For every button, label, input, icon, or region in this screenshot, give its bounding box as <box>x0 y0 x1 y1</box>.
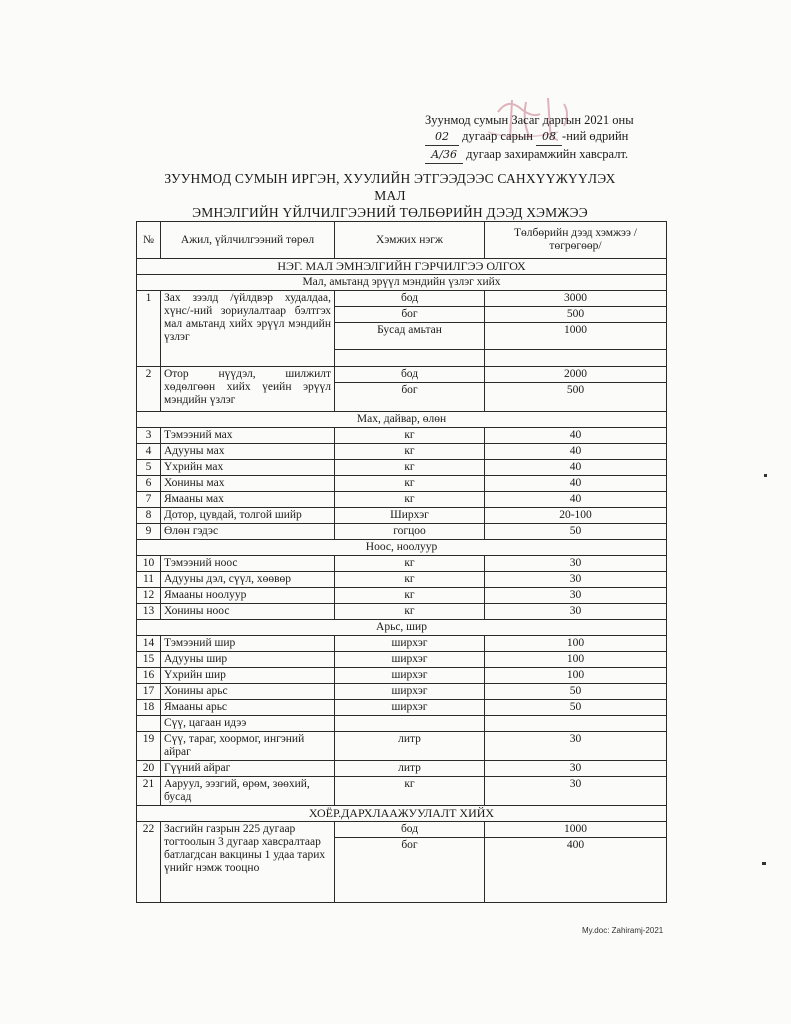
service-name: Сүү, тараг, хоормог, ингэний айраг <box>161 732 335 761</box>
row-number: 6 <box>137 476 161 492</box>
row-number: 4 <box>137 444 161 460</box>
fee-cell: 30 <box>485 556 667 572</box>
unit-cell: кг <box>335 777 485 806</box>
title-line-1: ЗУУНМОД СУМЫН ИРГЭН, ХУУЛИЙН ЭТГЭЭДЭЭС САНХҮҮЖҮҮЛЭХ МАЛ <box>164 171 616 203</box>
header-row <box>137 222 667 259</box>
service-name: Дотор, цувдай, толгой шийр <box>161 508 335 524</box>
service-name: Адууны шир <box>161 652 335 668</box>
fee-cell: 50 <box>485 684 667 700</box>
row-number: 19 <box>137 732 161 761</box>
fee-cell: 500 <box>485 307 667 323</box>
fee-cell: 2000 <box>485 367 667 383</box>
unit-cell-empty <box>335 350 485 367</box>
fee-cell: 100 <box>485 652 667 668</box>
fee-cell: 30 <box>485 761 667 777</box>
service-name: Отор нүүдэл, шилжилт хөдөлгөөн хийх үеийн эрүүл мэндийн үзлэг <box>161 367 335 412</box>
fee-cell: 30 <box>485 604 667 620</box>
approval-note <box>425 112 675 164</box>
service-name: Зах зээлд /үйлдвэр худалдаа, хүнс/-ний зориулалтаар бэлтгэх мал амьтанд хийх эрүүл мэндийн үзлэг <box>161 291 335 367</box>
table-row <box>137 572 667 588</box>
row-number: 5 <box>137 460 161 476</box>
table-row <box>137 604 667 620</box>
unit-cell: кг <box>335 556 485 572</box>
unit-cell: кг <box>335 604 485 620</box>
fee-cell: 400 <box>485 838 667 903</box>
table-row <box>137 636 667 652</box>
unit-cell: Бусад амьтан <box>335 323 485 350</box>
fee-cell: 30 <box>485 572 667 588</box>
table-row <box>137 684 667 700</box>
fee-cell: 30 <box>485 732 667 761</box>
table-row <box>137 428 667 444</box>
service-name: Гүүний айраг <box>161 761 335 777</box>
row-number: 2 <box>137 367 161 412</box>
unit-cell: кг <box>335 492 485 508</box>
unit-cell: бог <box>335 307 485 323</box>
table-row <box>137 367 667 383</box>
header-fee: Төлбөрийн дээд хэмжээ /төгрөгөөр/ <box>485 222 667 259</box>
service-name: Ааруул, ээзгий, өрөм, зөөхий, бусад <box>161 777 335 806</box>
subsection-wool: Ноос, ноолуур <box>137 540 667 556</box>
row-number: 20 <box>137 761 161 777</box>
row-number: 18 <box>137 700 161 716</box>
unit-cell: ширхэг <box>335 636 485 652</box>
unit-cell: кг <box>335 476 485 492</box>
table-row <box>137 777 667 806</box>
fee-cell: 1000 <box>485 822 667 838</box>
service-name: Ямааны мах <box>161 492 335 508</box>
service-name: Тэмээний мах <box>161 428 335 444</box>
service-name: Адууны дэл, сүүл, хөөвөр <box>161 572 335 588</box>
table-row <box>137 460 667 476</box>
unit-cell: ширхэг <box>335 652 485 668</box>
section-heading-1: НЭГ. МАЛ ЭМНЭЛГИЙН ГЭРЧИЛГЭЭ ОЛГОХ <box>137 259 667 275</box>
table-row <box>137 492 667 508</box>
fee-cell: 30 <box>485 777 667 806</box>
fee-cell: 40 <box>485 460 667 476</box>
row-number: 17 <box>137 684 161 700</box>
service-name: Засгийн газрын 225 дугаар тогтоолын 3 дугаар хавсралтаар батлагдсан вакцины 1 удаа тарих үнийг нэмж тооцно <box>161 822 335 903</box>
header-unit: Хэмжих нэгж <box>335 222 485 259</box>
table-row <box>137 556 667 572</box>
header-service: Ажил, үйлчилгээний төрөл <box>161 222 335 259</box>
document-title <box>150 170 630 221</box>
approval-line-2b: -ний өдрийн <box>562 129 629 143</box>
approval-order-number: А/36 <box>425 147 463 164</box>
approval-line-3: дугаар захирамжийн хавсралт. <box>466 147 629 161</box>
service-name: Үхрийн шир <box>161 668 335 684</box>
approval-month: 02 <box>425 129 459 146</box>
row-number: 16 <box>137 668 161 684</box>
approval-day: 08 <box>536 129 562 146</box>
unit-cell: ширхэг <box>335 700 485 716</box>
service-name: Хонины мах <box>161 476 335 492</box>
row-number: 7 <box>137 492 161 508</box>
subsection-spacer <box>485 716 667 732</box>
subsection-spacer <box>137 716 161 732</box>
table-row <box>137 444 667 460</box>
table-row <box>137 588 667 604</box>
fee-cell: 50 <box>485 524 667 540</box>
fee-cell: 3000 <box>485 291 667 307</box>
subsection-health-exam: Мал, амьтанд эрүүл мэндийн үзлэг хийх <box>137 275 667 291</box>
fee-cell: 100 <box>485 668 667 684</box>
fee-cell: 30 <box>485 588 667 604</box>
table-row <box>137 761 667 777</box>
row-number: 12 <box>137 588 161 604</box>
unit-cell: Ширхэг <box>335 508 485 524</box>
unit-cell: бод <box>335 291 485 307</box>
row-number: 9 <box>137 524 161 540</box>
section-heading-2: ХОЁР.ДАРХЛААЖУУЛАЛТ ХИЙХ <box>137 806 667 822</box>
row-number: 22 <box>137 822 161 903</box>
table-row <box>137 476 667 492</box>
unit-cell: кг <box>335 428 485 444</box>
unit-cell: ширхэг <box>335 668 485 684</box>
row-number: 10 <box>137 556 161 572</box>
approval-line-2a: дугаар сарын <box>462 129 533 143</box>
subsection-meat: Мах, дайвар, өлөн <box>137 412 667 428</box>
unit-cell: кг <box>335 460 485 476</box>
fee-cell: 100 <box>485 636 667 652</box>
unit-cell: бог <box>335 383 485 412</box>
scan-mark <box>764 474 767 477</box>
approval-line-1: Зуунмод сумын Засаг даргын 2021 оны <box>425 113 634 127</box>
service-name: Ямааны арьс <box>161 700 335 716</box>
unit-cell: бог <box>335 838 485 903</box>
row-number: 21 <box>137 777 161 806</box>
row-number: 14 <box>137 636 161 652</box>
service-name: Өлөн гэдэс <box>161 524 335 540</box>
subsection-dairy: Сүү, цагаан идээ <box>161 716 335 732</box>
fee-cell: 40 <box>485 428 667 444</box>
row-number: 15 <box>137 652 161 668</box>
unit-cell: кг <box>335 588 485 604</box>
fee-cell: 20-100 <box>485 508 667 524</box>
unit-cell: кг <box>335 444 485 460</box>
unit-cell: бод <box>335 822 485 838</box>
title-line-2: ЭМНЭЛГИЙН ҮЙЛЧИЛГЭЭНИЙ ТӨЛБӨРИЙН ДЭЭД ХЭМЖЭЭ <box>192 205 588 220</box>
service-name: Тэмээний шир <box>161 636 335 652</box>
row-number: 11 <box>137 572 161 588</box>
fee-cell: 40 <box>485 476 667 492</box>
row-number: 13 <box>137 604 161 620</box>
unit-cell: ширхэг <box>335 684 485 700</box>
fee-cell: 1000 <box>485 323 667 350</box>
fee-cell: 50 <box>485 700 667 716</box>
fee-cell: 40 <box>485 492 667 508</box>
document-footer: My.doc: Zahiramj-2021 <box>582 926 664 935</box>
table-row <box>137 291 667 307</box>
service-name: Хонины арьс <box>161 684 335 700</box>
table-row <box>137 822 667 838</box>
row-number: 3 <box>137 428 161 444</box>
service-name: Үхрийн мах <box>161 460 335 476</box>
table-row <box>137 524 667 540</box>
service-name: Хонины ноос <box>161 604 335 620</box>
unit-cell: кг <box>335 572 485 588</box>
row-number: 1 <box>137 291 161 367</box>
unit-cell: литр <box>335 761 485 777</box>
unit-cell: литр <box>335 732 485 761</box>
table-row <box>137 508 667 524</box>
scan-mark <box>762 862 766 865</box>
fee-cell: 500 <box>485 383 667 412</box>
table-row <box>137 732 667 761</box>
fee-cell: 40 <box>485 444 667 460</box>
service-name: Адууны мах <box>161 444 335 460</box>
fee-cell-empty <box>485 350 667 367</box>
table-row <box>137 668 667 684</box>
service-name: Тэмээний ноос <box>161 556 335 572</box>
unit-cell: бод <box>335 367 485 383</box>
header-no: № <box>137 222 161 259</box>
subsection-spacer <box>335 716 485 732</box>
table-row <box>137 652 667 668</box>
row-number: 8 <box>137 508 161 524</box>
table-row <box>137 700 667 716</box>
unit-cell: гогцоо <box>335 524 485 540</box>
fee-table <box>136 221 667 903</box>
service-name: Ямааны ноолуур <box>161 588 335 604</box>
subsection-hides: Арьс, шир <box>137 620 667 636</box>
